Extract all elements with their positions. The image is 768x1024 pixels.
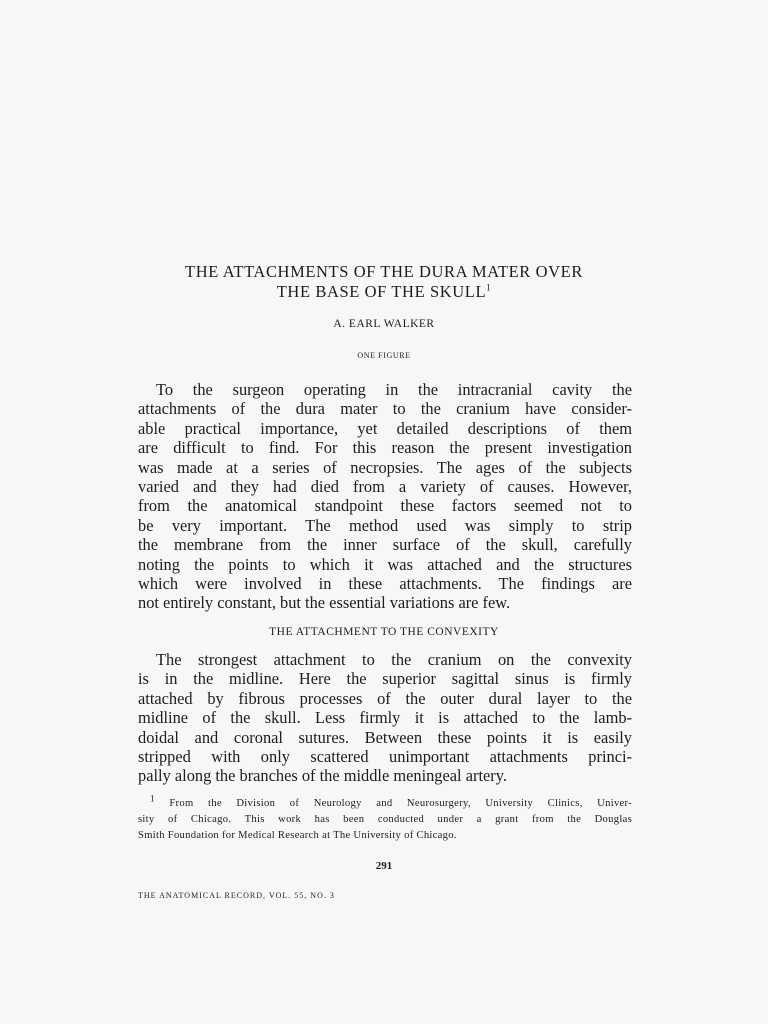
author-name: A. EARL WALKER [333, 318, 435, 330]
paragraph-line: The strongest attachment to the cranium on the convexity [156, 650, 632, 669]
paragraph-intro [138, 380, 632, 613]
footnote-line: Smith Foundation for Medical Research at The University of Chicago. [138, 830, 457, 841]
paragraph-line: be very important. The method used was simply to strip [138, 515, 632, 535]
paragraph-line: is in the midline. Here the superior sagittal sinus is firmly [138, 669, 632, 689]
paragraph-line: which were involved in these attachments. The findings are [138, 574, 632, 594]
paragraph-line: stripped with only scattered unimportant attachments princi- [138, 747, 632, 767]
paragraph-line: attachments of the dura mater to the cranium have consider- [138, 399, 632, 419]
journal-citation: THE ANATOMICAL RECORD, VOL. 55, NO. 3 [138, 891, 335, 900]
paragraph-line: attached by fibrous processes of the outer dural layer to the [138, 688, 632, 708]
footnote [138, 793, 632, 844]
figure-count-note: ONE FIGURE [357, 351, 411, 360]
paragraph-line: able practical importance, yet detailed descriptions of them [138, 418, 632, 438]
title-footnote-marker: 1 [486, 282, 492, 293]
footnote-line-text: From the Division of Neurology and Neurosurgery, University Clinics, Univer- [169, 798, 632, 809]
paragraph-line: from the anatomical standpoint these factors seemed not to [138, 496, 632, 516]
paragraph-line: varied and they had died from a variety of causes. However, [138, 477, 632, 497]
paragraph-line: doidal and coronal sutures. Between these points it is easily [138, 727, 632, 747]
paragraph-line: pally along the branches of the middle meningeal artery. [138, 766, 507, 786]
article-title [0, 262, 768, 302]
title-line-2-text: THE BASE OF THE SKULL [276, 282, 487, 301]
footnote-line [138, 793, 632, 812]
paragraph-line: the membrane from the inner surface of the skull, carefully [138, 535, 632, 555]
footnote-line: sity of Chicago. This work has been conducted under a grant from the Douglas [138, 814, 632, 825]
paragraph-line: are difficult to find. For this reason the present investigation [138, 438, 632, 458]
section-heading: THE ATTACHMENT TO THE CONVEXITY [269, 626, 499, 638]
footnote-marker: 1 [150, 793, 155, 804]
title-line-2 [0, 282, 768, 302]
page-number: 291 [375, 860, 393, 872]
paragraph-line: not entirely constant, but the essential variations are few. [138, 593, 511, 613]
paragraph-convexity [138, 650, 632, 786]
paragraph-line: was made at a series of necropsies. The ages of the subjects [138, 457, 632, 477]
paragraph-line: To the surgeon operating in the intracranial cavity the [156, 380, 632, 399]
paragraph-line: noting the points to which it was attached and the structures [138, 554, 632, 574]
paragraph-line: midline of the skull. Less firmly it is attached to the lamb- [138, 708, 632, 728]
title-line-1: THE ATTACHMENTS OF THE DURA MATER OVER [185, 262, 583, 281]
